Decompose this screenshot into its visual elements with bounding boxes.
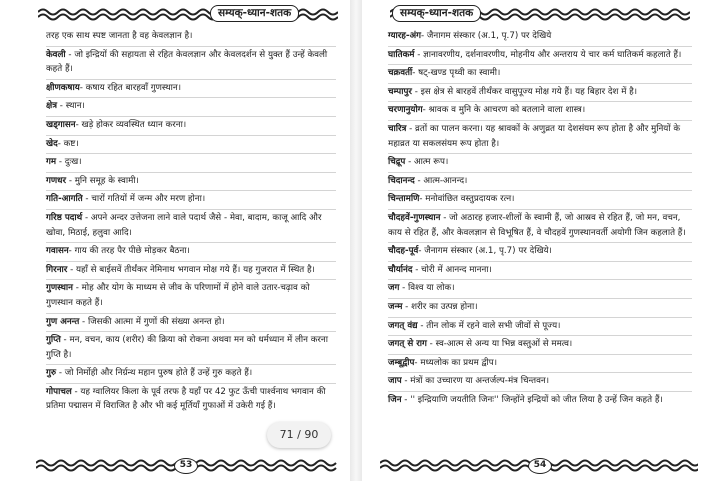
glossary-entry: [388, 392, 692, 410]
entry-term: चम्पापुर: [388, 86, 412, 97]
glossary-entry: [46, 136, 336, 155]
entry-term: जन्म: [388, 301, 403, 312]
entry-definition: तरह एक साथ स्पष्ट जानता है वह केवलज्ञान है।: [46, 31, 193, 41]
entry-term: चौदहवें-गुणस्थान: [388, 212, 441, 223]
glossary-entry: [46, 384, 336, 416]
glossary-entry: [388, 243, 692, 262]
entry-term: चौर्यानंद: [388, 264, 413, 275]
entry-definition: - विश्व या लोक।: [399, 283, 455, 294]
glossary-entry: [388, 28, 692, 47]
entry-term: खेद: [46, 138, 58, 149]
glossary-entry: [388, 210, 692, 243]
right-page-header: [390, 4, 690, 24]
entry-term: गम: [46, 157, 57, 168]
entry-definition: - मोह और योग के माध्यम से जीव के परिणामों में होने वाले उतार-चढ़ाव को गुणस्थान कहते हैं।: [46, 283, 310, 308]
entry-term: जग: [388, 283, 400, 294]
glossary-entry: [46, 314, 336, 333]
entry-definition: - '' इन्द्रियाणि जयतीति जिनः'' जिन्होंने इन्द्रियों को जीत लिया है उन्हें जिन कहते हैं।: [401, 394, 663, 405]
entry-term: केवली: [46, 49, 66, 60]
glossary-entry: [388, 65, 692, 84]
entry-definition: - अपने अन्दर उत्तेजना लाने वाले पदार्थ जैसे - मेवा, बादाम, काजू आदि और खोवा, मिठाई, हलुवा आदि।: [46, 212, 322, 238]
entry-term: चक्रवर्ती: [388, 68, 413, 79]
entry-definition: - मंत्रों का उच्चारण या अन्तर्जल्प-मंत्र चिन्तवन।: [401, 376, 550, 387]
left-page-header: [38, 4, 338, 24]
entry-definition: - शरीर का उत्पन्न होना।: [402, 301, 478, 312]
page-number: 54: [528, 458, 552, 474]
glossary-entry: [388, 47, 692, 66]
glossary-entry: [388, 173, 692, 192]
entry-term: जिन: [388, 394, 402, 405]
entry-term: जगत् से राग: [388, 339, 427, 350]
entry-term: गुरु: [46, 368, 57, 379]
entry-definition: - कषाय रहित बारहवाँ गुणस्थान।: [79, 82, 182, 93]
entry-term: गणधर: [46, 175, 67, 186]
left-page-footer: [36, 456, 342, 476]
entry-term: गुण अनन्त: [46, 316, 80, 327]
entry-term: जगत् वंद्य: [388, 320, 418, 331]
glossary-entry: [388, 191, 692, 210]
glossary-entry: [46, 332, 336, 365]
entry-definition: - जैनागम संस्कार (अ.1, पृ.7) पर देखिये: [421, 31, 552, 41]
entry-definition: - जो अठारह हजार-शीलों के स्वामी हैं, जो आस्रव से रहित हैं, जो मन, वचन, काय से रहित हैं, और केवलज्ञान से विभूषित हैं, वे चौदहवें गुणस्थानवर्ती अयोगी जिन कहलाते हैं।: [388, 212, 686, 238]
glossary-entry: [388, 154, 692, 173]
entry-definition: - श्रावक व मुनि के आचरण को बतलाने वाला शास्त्र।: [422, 105, 586, 116]
glossary-entry: [388, 121, 692, 154]
entry-term: चौदह-पूर्व: [388, 246, 419, 257]
entry-definition: - जैनागम संस्कार (अ.1, पृ.7) पर देखिये।: [418, 246, 552, 257]
page-number: 53: [174, 458, 198, 474]
entry-definition: - ज्ञानावरणीय, दर्शनावरणीय, मोहनीय और अन्तराय ये चार कर्म घातिकर्म कहलाते हैं।: [414, 49, 682, 60]
glossary-entry: [46, 365, 336, 384]
page-title: सम्यक्-ध्यान-शतक: [392, 5, 481, 22]
entry-definition: - खड़े होकर व्यवस्थित ध्यान करना।: [75, 119, 187, 130]
entry-definition: - इस क्षेत्र से बारहवें तीर्थंकर वासुपूज्य मोक्ष गये हैं। यह बिहार देश में है।: [411, 86, 638, 97]
entry-definition: - दुःख।: [56, 157, 82, 168]
entry-definition: - चारों गतियों में जन्म और मरण होना।: [82, 194, 206, 205]
glossary-entry: [388, 102, 692, 121]
glossary-entry: [46, 154, 336, 173]
entry-term: गुप्ति: [46, 335, 61, 346]
entry-term: चिद्रूप: [388, 157, 406, 168]
entry-definition: - जो इन्द्रियों की सहायता से रहित केवलज्ञान और केवलदर्शन से युक्त हैं उन्हें केवली कहते हैं।: [46, 49, 328, 75]
glossary-entry: [388, 84, 692, 103]
entry-term: गोपाचल: [46, 386, 72, 397]
page-indicator[interactable]: 71 / 90: [267, 422, 331, 448]
entry-term: घातिकर्म: [388, 49, 415, 60]
entry-definition: - गाय की तरह पैर पीछे मोड़कर बैठना।: [68, 246, 190, 257]
page-title: सम्यक्-ध्यान-शतक: [210, 5, 299, 22]
entry-term: गिरनार: [46, 264, 68, 275]
book-gutter: [350, 0, 362, 481]
glossary-list: [388, 28, 692, 409]
entry-definition: - आत्म रूप।: [405, 157, 449, 168]
glossary-entry: [388, 280, 692, 299]
glossary-entry: [388, 262, 692, 281]
entry-term: चरणानुयोग: [388, 105, 423, 116]
entry-term: क्षीणकषाय: [46, 82, 80, 93]
entry-definition: - मन, वचन, काय (शरीर) की क्रिया को रोकना अथवा मन को धर्मध्यान में लीन करना गुप्ति है।: [46, 335, 328, 360]
glossary-entry: [46, 243, 336, 262]
entry-term: गुणस्थान: [46, 283, 74, 294]
entry-definition: - कष्ट।: [57, 138, 79, 149]
glossary-entry: [46, 47, 336, 80]
entry-definition: - जो निर्मोही और निर्ग्रन्थ महान पुरुष होते हैं उन्हें गुरु कहते हैं।: [56, 368, 253, 379]
glossary-entry: [388, 336, 692, 355]
entry-term: गति-आगति: [46, 194, 83, 205]
entry-term: गरिष्ठ पदार्थ: [46, 212, 83, 223]
glossary-entry: [46, 28, 336, 47]
glossary-entry: [46, 80, 336, 99]
glossary-entry: [46, 191, 336, 210]
glossary-entry: [388, 299, 692, 318]
entry-definition: - मनोवांछित वस्तुप्रदायक रत्न।: [419, 194, 515, 205]
glossary-entry: [46, 210, 336, 243]
glossary-entry: [388, 318, 692, 337]
entry-definition: - व्रतों का पालन करना। यह श्रावकों के अणुव्रत या देशसंयम रूप होता है और मुनियों के महाव्रत या सकलसंयम रूप होता है।: [388, 123, 681, 149]
entry-term: गवासन: [46, 246, 69, 257]
glossary-entry: [388, 355, 692, 374]
glossary-entry: [46, 117, 336, 136]
entry-definition: - यहाँ से बाईसवें तीर्थंकर नेमिनाथ भगवान मोक्ष गये हैं। यह गुजरात में स्थित है।: [67, 264, 315, 275]
glossary-entry: [46, 262, 336, 281]
entry-term: चिदानन्द: [388, 175, 415, 186]
entry-definition: - स्व-आत्म से अन्य या भिन्न वस्तुओं से ममत्व।: [426, 339, 573, 350]
right-page-footer: [380, 456, 698, 476]
entry-term: जम्बूद्वीप: [388, 357, 415, 368]
entry-definition: - स्थान।: [57, 101, 85, 112]
entry-term: चारित्र: [388, 123, 407, 134]
entry-definition: - जिसकी आत्मा में गुणों की संख्या अनन्त हो।: [79, 316, 225, 327]
glossary-entry: [46, 280, 336, 313]
left-page: [0, 0, 350, 481]
glossary-entry: [46, 173, 336, 192]
entry-term: चिन्तामणि: [388, 194, 420, 205]
entry-definition: - मध्यलोक का प्रथम द्वीप।: [414, 357, 497, 368]
glossary-entry: [388, 373, 692, 392]
entry-definition: - तीन लोक में रहने वाले सभी जीवों से पूज्य।: [417, 320, 561, 331]
entry-definition: - मुनि समूह के स्वामी।: [66, 175, 139, 186]
entry-definition: - चोरी में आनन्द मानना।: [412, 264, 492, 275]
entry-term: जाप: [388, 376, 402, 387]
glossary-entry: [46, 98, 336, 117]
entry-term: ग्यारह-अंग: [388, 31, 422, 41]
entry-term: क्षेत्र: [46, 101, 58, 112]
right-page: [362, 0, 712, 481]
entry-definition: - षट्-खण्ड पृथ्वी का स्वामी।: [412, 68, 501, 79]
entry-definition: - यह ग्वालियर किला के पूर्व तरफ है यहाँ पर 42 फुट ऊँची पार्श्वनाथ भगवान की प्रतिमा पद्मासन में विराजित है और भी कई मूर्तियाँ गुफाओं में उकेरी गई हैं।: [46, 386, 326, 412]
entry-term: खड्गासन: [46, 119, 76, 130]
entry-definition: - आत्म-आनन्द।: [414, 175, 468, 186]
glossary-list: [46, 28, 336, 416]
